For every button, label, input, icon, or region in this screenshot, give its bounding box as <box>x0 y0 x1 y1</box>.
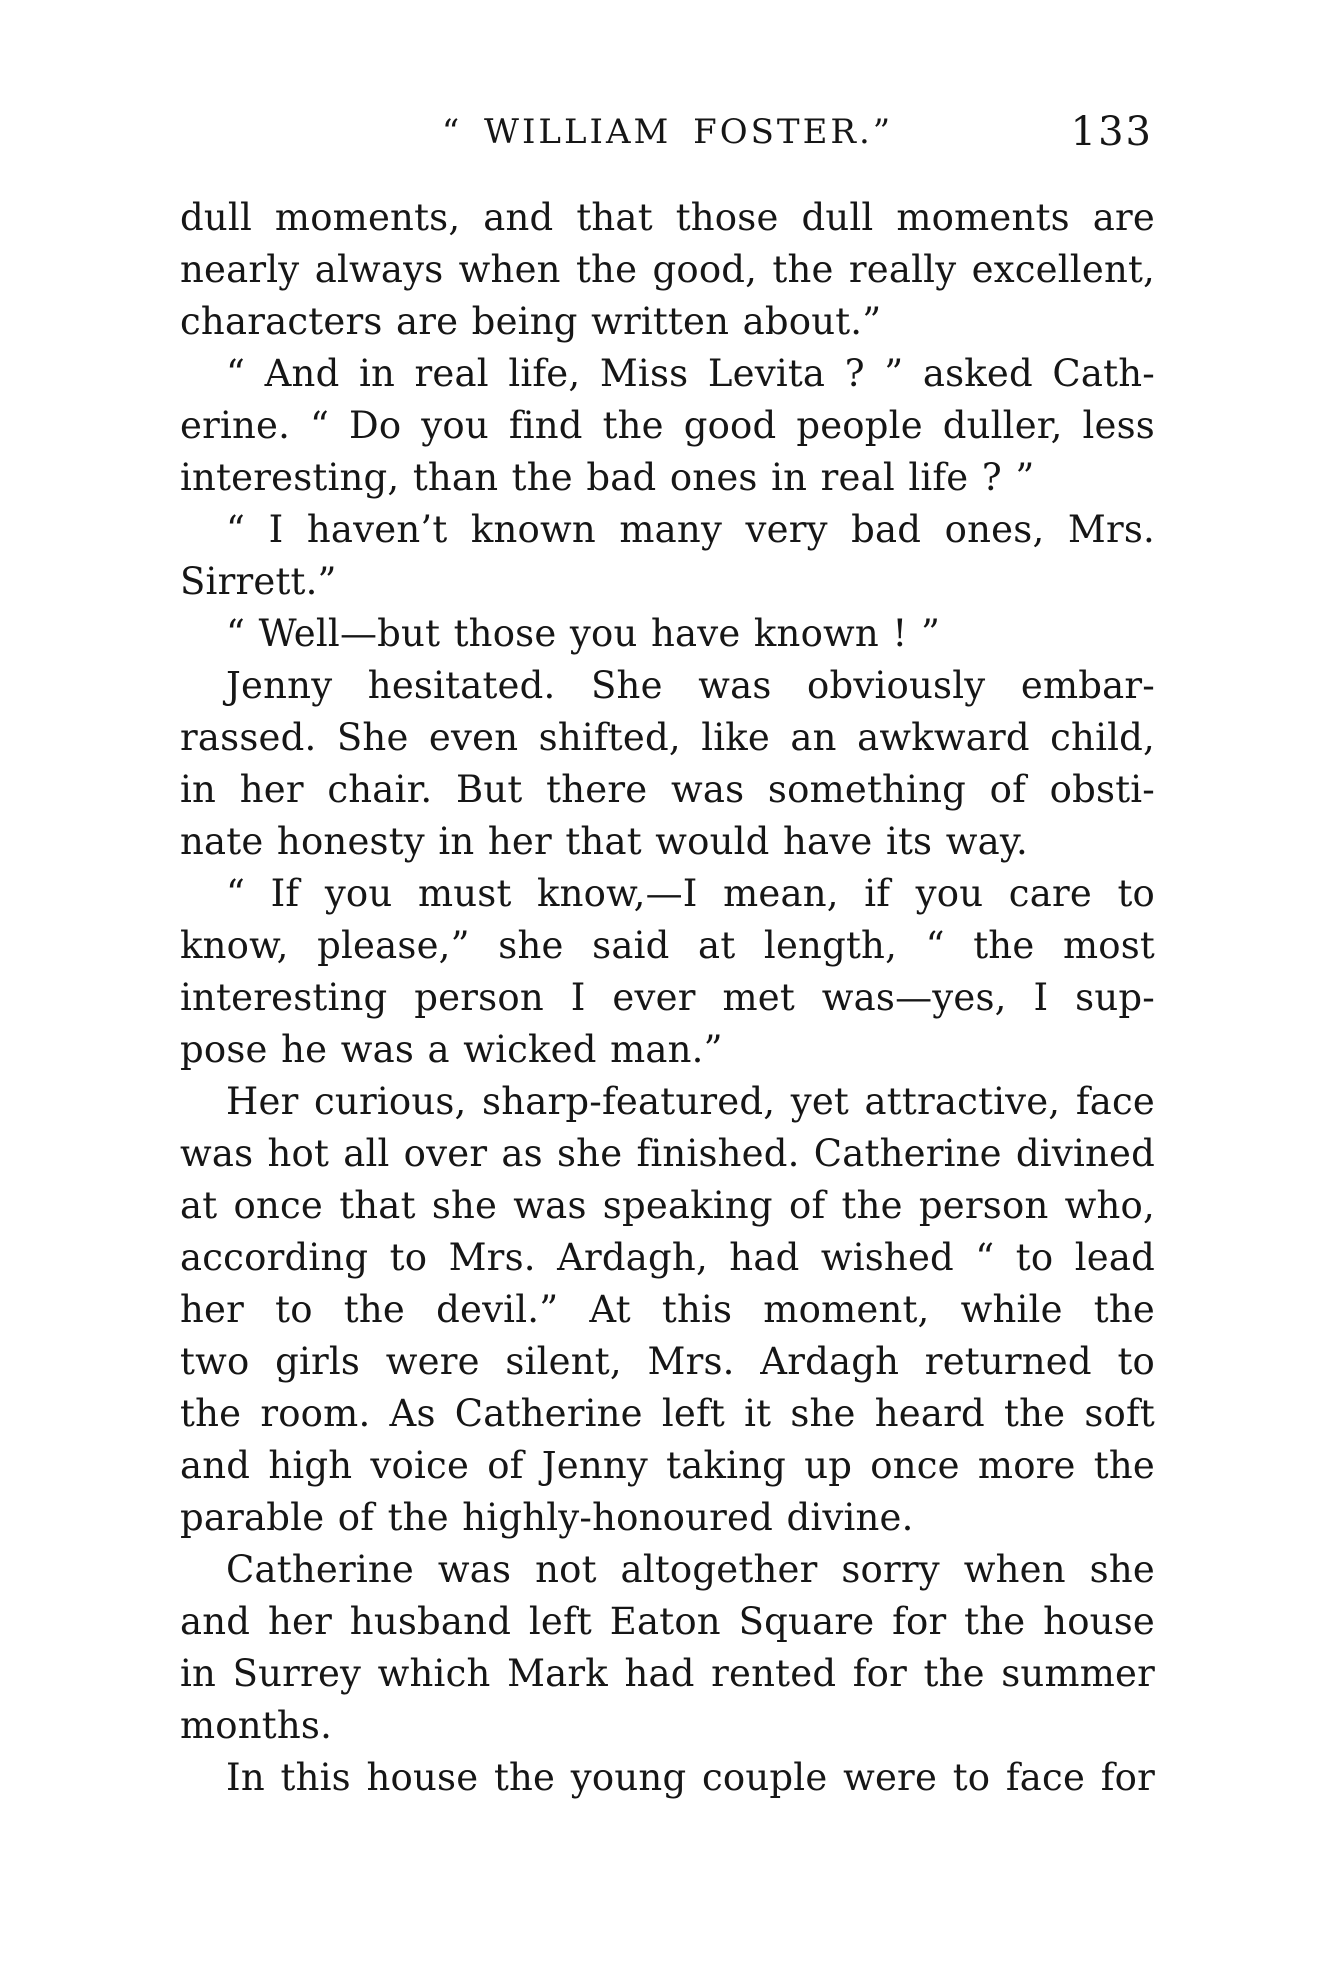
page-header <box>180 108 1155 160</box>
text-line: nearly always when the good, the really excellent, <box>180 248 1155 291</box>
text-line: parable of the highly-honoured divine. <box>180 1496 914 1539</box>
text-line: rassed. She even shifted, like an awkward child, <box>180 716 1155 759</box>
text-line: Sirrett.” <box>180 560 337 603</box>
text-line: the room. As Catherine left it she heard the soft <box>180 1392 1155 1435</box>
paragraph <box>180 608 1155 660</box>
text-line: two girls were silent, Mrs. Ardagh returned to <box>180 1340 1155 1383</box>
text-line: at once that she was speaking of the person who, <box>180 1184 1155 1227</box>
text-line: and high voice of Jenny taking up once more the <box>180 1444 1155 1487</box>
text-line: know, please,” she said at length, “ the most <box>180 924 1155 967</box>
paragraph <box>180 1752 1155 1804</box>
text-line: her to the devil.” At this moment, while the <box>180 1288 1155 1331</box>
text-line: erine. “ Do you find the good people duller, less <box>180 404 1155 447</box>
paragraph <box>180 868 1155 1076</box>
text-line: Jenny hesitated. She was obviously embar- <box>226 664 1155 707</box>
text-line: dull moments, and that those dull moments are <box>180 196 1155 239</box>
text-line: In this house the young couple were to face for <box>226 1756 1155 1799</box>
text-line: and her husband left Eaton Square for the house <box>180 1600 1155 1643</box>
running-title: “ WILLIAM FOSTER.” <box>441 112 894 152</box>
text-line: “ If you must know,—I mean, if you care to <box>226 872 1155 915</box>
text-line: in her chair. But there was something of obsti- <box>180 768 1155 811</box>
text-line: interesting, than the bad ones in real life ? ” <box>180 456 1035 499</box>
paragraph <box>180 348 1155 504</box>
paragraph <box>180 1544 1155 1752</box>
text-line: Her curious, sharp-featured, yet attractive, face <box>226 1080 1155 1123</box>
text-line: characters are being written about.” <box>180 300 882 343</box>
page-number: 133 <box>1070 109 1153 155</box>
text-line: nate honesty in her that would have its way. <box>180 820 1028 863</box>
paragraph <box>180 504 1155 608</box>
paragraph <box>180 660 1155 868</box>
text-body <box>180 192 1155 1804</box>
paragraph <box>180 1076 1155 1544</box>
paragraph <box>180 192 1155 348</box>
text-line: in Surrey which Mark had rented for the summer <box>180 1652 1155 1695</box>
text-line: months. <box>180 1704 333 1747</box>
text-line: “ Well—but those you have known ! ” <box>226 612 941 655</box>
text-line: “ I haven’t known many very bad ones, Mrs. <box>226 508 1155 551</box>
text-line: Catherine was not altogether sorry when she <box>226 1548 1155 1591</box>
text-line: was hot all over as she finished. Catherine divined <box>180 1132 1155 1175</box>
text-line: “ And in real life, Miss Levita ? ” asked Cath- <box>226 352 1155 395</box>
text-line: pose he was a wicked man.” <box>180 1028 723 1071</box>
text-line: according to Mrs. Ardagh, had wished “ to lead <box>180 1236 1155 1279</box>
text-line: interesting person I ever met was—yes, I sup- <box>180 976 1155 1019</box>
